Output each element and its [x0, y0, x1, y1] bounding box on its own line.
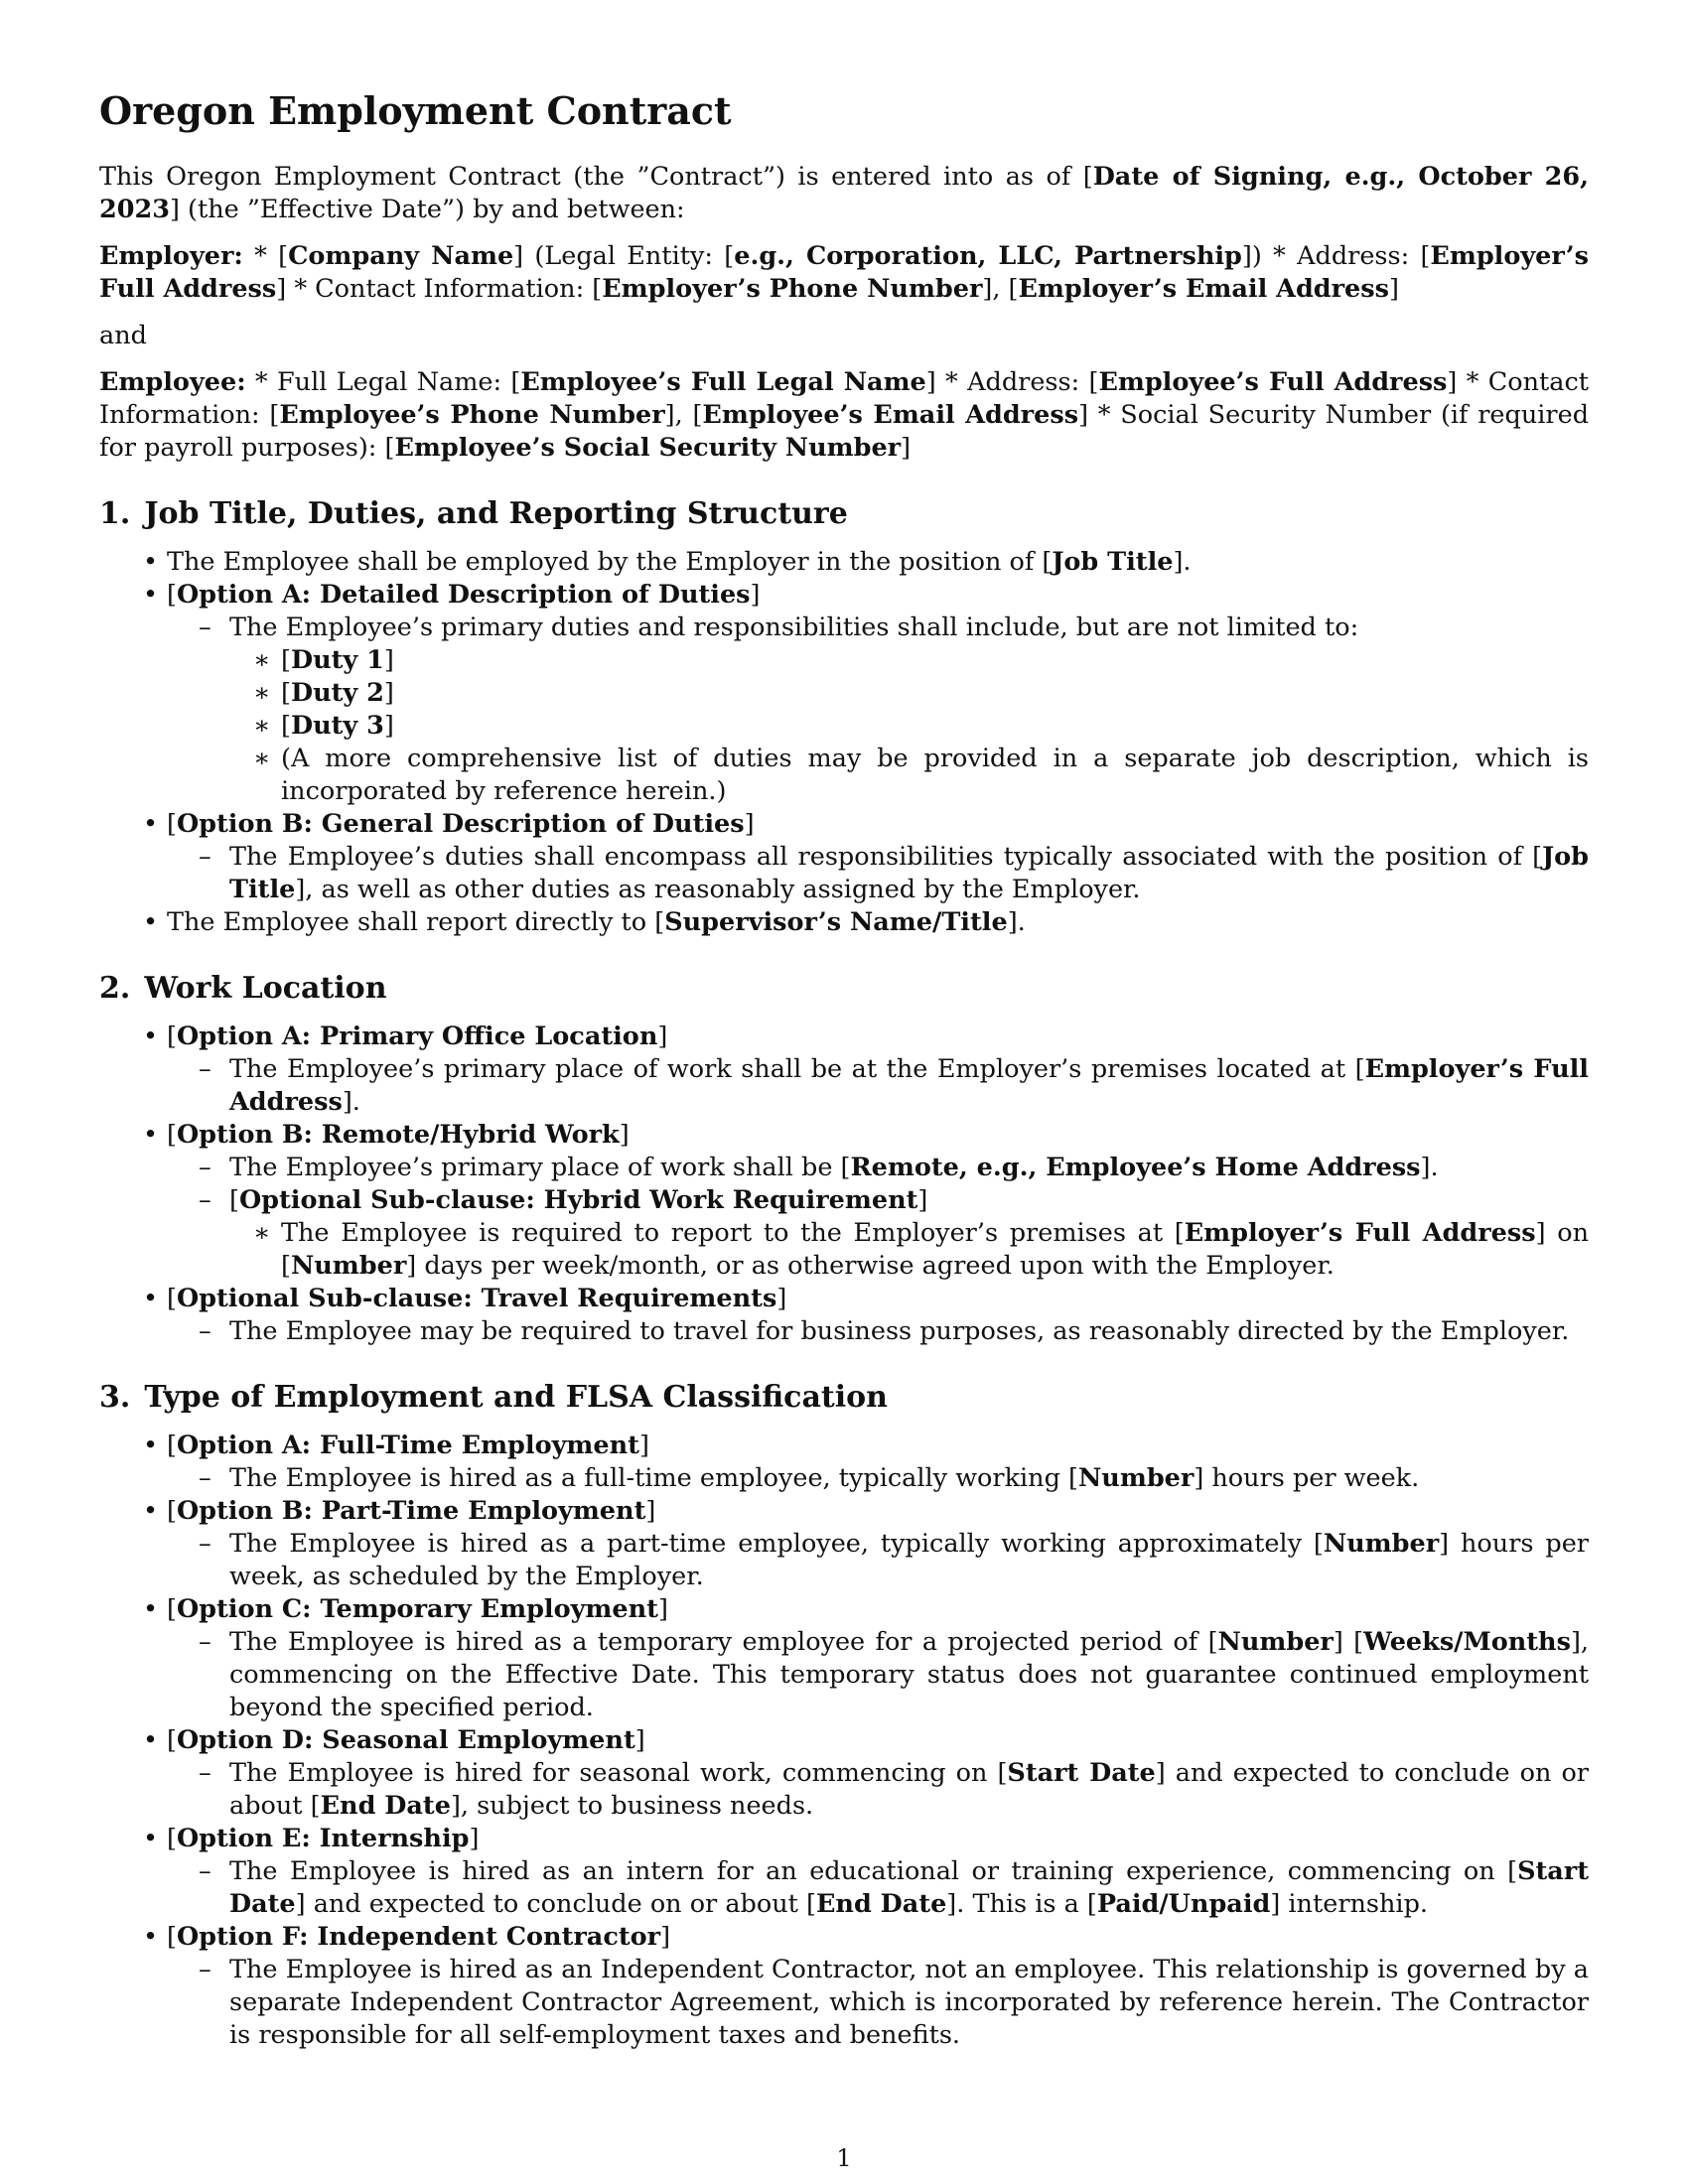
number-placeholder: Number	[1323, 1529, 1440, 1559]
page-number: 1	[836, 2144, 852, 2172]
intro-text: This Oregon Employment Contract (the ”Contract”) is entered into as of [	[99, 162, 1093, 192]
employee-email-placeholder: Employee’s Email Address	[702, 400, 1079, 430]
sub-sub-list	[229, 644, 1589, 808]
item-text: ] internship.	[1270, 1889, 1429, 1919]
item-text: The Employee’s primary place of work shall be at the Employer’s premises located at [	[229, 1054, 1365, 1084]
employer-text: * [	[242, 241, 289, 271]
item-text: ].	[1007, 907, 1026, 937]
option-label: Option A: Full-Time Employment	[176, 1431, 639, 1460]
sub-list	[167, 1954, 1589, 2052]
list-item: • [Option B: General Description of Duties] – The Employee’s duties shall encompass all responsibilities typically associated with the position of [Job Title], as well as other duties as reasonably assigned by the Employer.	[99, 808, 1589, 906]
sub-list-item	[167, 1315, 1589, 1348]
section-number: 1.	[99, 496, 131, 531]
employee-ssn-placeholder: Employee’s Social Security Number	[394, 433, 902, 463]
item-text: The Employee’s primary place of work shall be [	[229, 1153, 851, 1182]
employer-label: Employer:	[99, 241, 243, 271]
list-item: • [Option B: Part-Time Employment] – The Employee is hired as a part-time employee, typically working approximately [Number] hours per week, as scheduled by the Employer.	[99, 1495, 1589, 1593]
section-number: 3.	[99, 1380, 131, 1415]
item-text: The Employee is hired as an Independent Contractor, not an employee. This relationship is governed by a separate Independent Contractor Agreement, which is incorporated by reference herein. The Contractor is responsible for all self-employment taxes and benefits.	[229, 1955, 1589, 2050]
option-label: Optional Sub-clause: Travel Requirements	[176, 1284, 777, 1313]
duty-item	[229, 743, 1589, 808]
employee-text: * Full Legal Name: [	[245, 367, 521, 397]
sub-list	[167, 612, 1589, 808]
sub-list	[167, 1626, 1589, 1724]
list-item: • [Option F: Independent Contractor] – The Employee is hired as an Independent Contractor, not an employee. This relationship is governed by a separate Independent Contractor Agreement, which is incorporated by reference herein. The Contractor is responsible for all self-employment taxes and benefits.	[99, 1921, 1589, 2052]
employee-name-placeholder: Employee’s Full Legal Name	[520, 367, 926, 397]
supervisor-placeholder: Supervisor’s Name/Title	[664, 907, 1008, 937]
start-date-placeholder: Start Date	[229, 1856, 1589, 1919]
option-label: Option D: Seasonal Employment	[176, 1725, 635, 1755]
employee-text: ]	[901, 433, 912, 463]
duty-item: ∗ [Duty 2]	[229, 677, 1589, 710]
list-item: • [Option A: Detailed Description of Duties] – The Employee’s primary duties and responsibilities shall include, but are not limited to: ∗ [Duty 1] ∗ [Duty 2] ∗ [Duty 3] ∗ (A more comprehensive list of duties may be provided in a separate job description, which is incorporated by reference herein.)	[99, 579, 1589, 808]
item-text: The Employee shall report directly to [	[167, 907, 665, 937]
option-label: Option B: General Description of Duties	[176, 809, 745, 839]
section-title: Type of Employment and FLSA Classification	[144, 1380, 888, 1415]
sub-list	[167, 1757, 1589, 1823]
legal-entity-placeholder: e.g., Corporation, LLC, Partnership	[734, 241, 1242, 271]
document-title: Oregon Employment Contract	[99, 88, 732, 133]
employer-text: ], [	[982, 274, 1019, 304]
employer-text: ] * Contact Information: [	[276, 274, 603, 304]
sub-list-item	[167, 1152, 1589, 1184]
item-text: ], subject to business needs.	[450, 1791, 814, 1821]
sub-list-item	[167, 841, 1589, 906]
item-text: ] days per week/month, or as otherwise agreed upon with the Employer.	[406, 1251, 1335, 1281]
employee-paragraph	[99, 366, 1589, 465]
employer-phone-placeholder: Employer’s Phone Number	[602, 274, 983, 304]
item-text: ].	[342, 1087, 360, 1117]
sub-list-item	[167, 612, 1589, 808]
sub-sub-list	[229, 1217, 1589, 1283]
sub-sub-list-item	[229, 1217, 1589, 1283]
sub-list	[167, 1855, 1589, 1921]
item-text: ] and expected to conclude on or about [	[295, 1889, 816, 1919]
number-placeholder: Number	[290, 1251, 407, 1281]
list-item: • [Option D: Seasonal Employment] – The Employee is hired for seasonal work, commencing on [Start Date] and expected to conclude on or about [End Date], subject to business needs.	[99, 1724, 1589, 1823]
item-text: The Employee is hired as a full-time employee, typically working [	[229, 1463, 1078, 1493]
list-item	[99, 546, 1589, 579]
job-title-placeholder: Job Title	[229, 842, 1589, 904]
list-item: • [Option E: Internship] – The Employee is hired as an intern for an educational or training experience, commencing on [Start Date] and expected to conclude on or about [End Date]. This is a [Paid/Unpaid] internship.	[99, 1823, 1589, 1921]
sub-list-item: – [Optional Sub-clause: Hybrid Work Requirement] ∗ The Employee is required to report to the Employer’s premises at [Employer’s Full Address] on [Number] days per week/month, or as otherwise agreed upon with the Employer.	[167, 1184, 1589, 1283]
list-item: • [Option B: Remote/Hybrid Work] – The Employee’s primary place of work shall be [Remote, e.g., Employee’s Home Address]. – [Optional Sub-clause: Hybrid Work Requirement] ∗ The Employee is required to report to the Employer’s premises at [Employer’s Full Address] on [Number] days per week/month, or as otherwise agreed upon with the Employer.	[99, 1119, 1589, 1283]
intro-text: ] (the ”Effective Date”) by and between:	[169, 195, 685, 224]
duty-placeholder: Duty 3	[290, 711, 384, 741]
item-text: The Employee is hired as a temporary employee for a projected period of [	[229, 1627, 1218, 1657]
sub-list	[167, 1152, 1589, 1283]
employee-text: ] * Social Security Number (if required for payroll purposes): [	[99, 400, 1590, 463]
start-date-placeholder: Start Date	[1007, 1758, 1156, 1788]
item-text: ] and expected to conclude on or about [	[229, 1758, 1589, 1821]
duty-placeholder: Duty 1	[290, 645, 384, 675]
sub-list-item	[167, 1462, 1589, 1495]
option-label: Optional Sub-clause: Hybrid Work Requirement	[238, 1185, 918, 1215]
end-date-placeholder: End Date	[815, 1889, 947, 1919]
section-2-list	[99, 1021, 1589, 1348]
end-date-placeholder: End Date	[320, 1791, 451, 1821]
date-of-signing-placeholder: Date of Signing, e.g., October 26, 2023	[99, 162, 1590, 224]
employer-text: ]	[1388, 274, 1399, 304]
employee-text: ] * Contact Information: [	[99, 367, 1589, 430]
option-label: Option C: Temporary Employment	[176, 1594, 658, 1624]
sub-list	[167, 1315, 1589, 1348]
employer-address-placeholder: Employer’s Full Address	[1184, 1218, 1536, 1248]
sub-list-item	[167, 1626, 1589, 1724]
employer-text: ] (Legal Entity: [	[513, 241, 735, 271]
item-text: ] [	[1333, 1627, 1364, 1657]
employer-paragraph	[99, 240, 1589, 306]
number-placeholder: Number	[1077, 1463, 1195, 1493]
section-title: Work Location	[144, 971, 387, 1006]
sub-list-item	[167, 1855, 1589, 1921]
number-placeholder: Number	[1217, 1627, 1334, 1657]
item-text: The Employee’s primary duties and responsibilities shall include, but are not limited to:	[229, 613, 1359, 642]
item-text: The Employee is hired for seasonal work, commencing on [	[229, 1758, 1008, 1788]
duty-item: ∗ [Duty 1]	[229, 644, 1589, 677]
list-item	[99, 906, 1589, 939]
item-text: The Employee is hired as a part-time employee, typically working approximately [	[229, 1529, 1324, 1559]
sub-list	[167, 841, 1589, 906]
option-label: Option A: Detailed Description of Duties	[176, 580, 751, 610]
item-text: ].	[1173, 547, 1192, 577]
company-name-placeholder: Company Name	[288, 241, 514, 271]
job-title-placeholder: Job Title	[1052, 547, 1174, 577]
section-1-list	[99, 546, 1589, 939]
employee-text: ] * Address: [	[925, 367, 1099, 397]
item-text: ] hours per week, as scheduled by the Employer.	[229, 1529, 1589, 1591]
section-heading	[99, 1378, 1589, 1418]
item-text: ] hours per week.	[1194, 1463, 1420, 1493]
item-text: The Employee is hired as an intern for an educational or training experience, commencing on [	[229, 1856, 1518, 1886]
sub-list	[167, 1462, 1589, 1495]
option-label: Option E: Internship	[176, 1824, 470, 1853]
employer-address-placeholder: Employer’s Full Address	[99, 241, 1589, 304]
list-item: • [Option A: Primary Office Location] – The Employee’s primary place of work shall be at the Employer’s premises located at [Employer’s Full Address].	[99, 1021, 1589, 1119]
sub-list-item	[167, 1053, 1589, 1119]
option-label: Option A: Primary Office Location	[176, 1022, 658, 1051]
item-text: ] on [	[281, 1218, 1589, 1281]
duty-placeholder: Duty 2	[290, 678, 384, 708]
item-text: The Employee is required to report to the Employer’s premises at [	[281, 1218, 1185, 1248]
intro-paragraph	[99, 161, 1589, 226]
section-heading	[99, 494, 1589, 534]
section-3-list	[99, 1430, 1589, 2052]
sub-list-item	[167, 1528, 1589, 1593]
and-text: and	[99, 321, 147, 350]
document-page	[99, 87, 1589, 2052]
list-item: • [Option A: Full-Time Employment] – The Employee is hired as a full-time employee, typically working [Number] hours per week.	[99, 1430, 1589, 1495]
employee-label: Employee:	[99, 367, 246, 397]
employee-phone-placeholder: Employee’s Phone Number	[279, 400, 665, 430]
item-text: ], as well as other duties as reasonably assigned by the Employer.	[295, 875, 1141, 904]
employee-text: ], [	[664, 400, 703, 430]
duty-item: ∗ [Duty 3]	[229, 710, 1589, 743]
remote-placeholder: Remote, e.g., Employee’s Home Address	[850, 1153, 1421, 1182]
item-text: The Employee shall be employed by the Employer in the position of [	[167, 547, 1053, 577]
section-number: 2.	[99, 971, 131, 1006]
section-heading	[99, 969, 1589, 1009]
sub-list-item	[167, 1954, 1589, 2052]
employer-text: ]) * Address: [	[1241, 241, 1431, 271]
list-item: • [Option C: Temporary Employment] – The Employee is hired as a temporary employee for a projected period of [Number] [Weeks/Months], commencing on the Effective Date. This temporary status does not guarantee continued employment beyond the specified period.	[99, 1593, 1589, 1724]
item-text: ], commencing on the Effective Date. This temporary status does not guarantee continued employment beyond the specified period.	[229, 1627, 1589, 1722]
item-text: The Employee may be required to travel for business purposes, as reasonably directed by the Employer.	[229, 1316, 1570, 1346]
option-label: Option F: Independent Contractor	[176, 1922, 661, 1952]
sub-list	[167, 1528, 1589, 1593]
paid-unpaid-placeholder: Paid/Unpaid	[1096, 1889, 1271, 1919]
option-label: Option B: Remote/Hybrid Work	[176, 1120, 620, 1150]
option-label: Option B: Part-Time Employment	[176, 1496, 646, 1526]
period-unit-placeholder: Weeks/Months	[1363, 1627, 1571, 1657]
employer-address-placeholder: Employer’s Full Address	[229, 1054, 1589, 1117]
list-item: • [Optional Sub-clause: Travel Requirements] – The Employee may be required to travel for business purposes, as reasonably directed by the Employer.	[99, 1283, 1589, 1348]
item-text: ].	[1420, 1153, 1439, 1182]
sub-list-item	[167, 1757, 1589, 1823]
item-text: ]. This is a [	[946, 1889, 1097, 1919]
employee-address-placeholder: Employee’s Full Address	[1098, 367, 1448, 397]
item-text: The Employee’s duties shall encompass all responsibilities typically associated with the position of [	[229, 842, 1543, 872]
employer-email-placeholder: Employer’s Email Address	[1018, 274, 1389, 304]
section-title: Job Title, Duties, and Reporting Structure	[144, 496, 848, 531]
sub-list	[167, 1053, 1589, 1119]
item-text: (A more comprehensive list of duties may be provided in a separate job description, which is incorporated by reference herein.)	[281, 744, 1589, 806]
